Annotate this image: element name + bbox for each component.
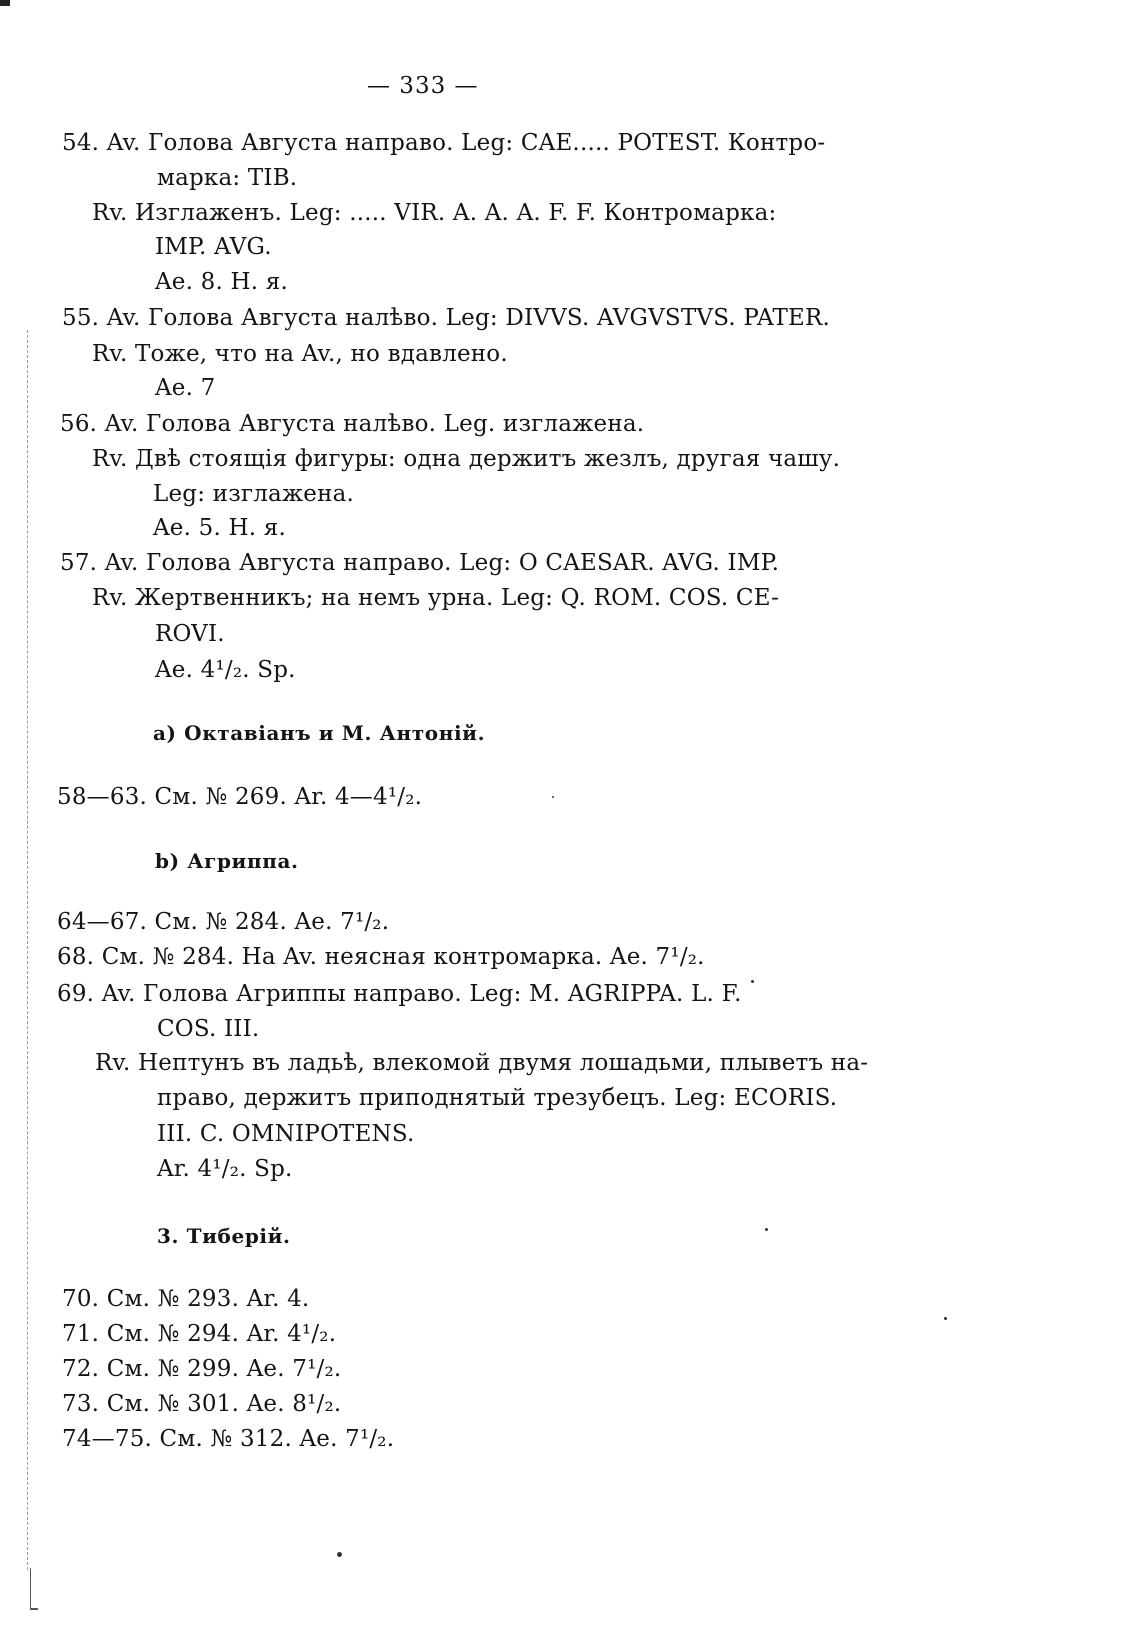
ink-speck bbox=[337, 1552, 342, 1557]
entry-57-obverse: 57. Av. Голова Августа направо. Leg: O CAESAR. AVG. IMP. bbox=[60, 550, 780, 576]
entry-69-reverse: Rv. Нептунъ въ ладьѣ, влекомой двумя лошадьми, плыветъ на- bbox=[95, 1050, 869, 1076]
entry-69-reverse-cont: право, держитъ приподнятый трезубецъ. Leg: ECORIS. bbox=[157, 1085, 838, 1111]
entry-69-metal: Ar. 4¹/₂. Sp. bbox=[157, 1156, 293, 1182]
page-number: — 333 — bbox=[367, 73, 479, 99]
entry-69-reverse-legend: III. C. OMNIPOTENS. bbox=[157, 1121, 415, 1147]
entry-64-67: 64—67. См. № 284. Ae. 7¹/₂. bbox=[57, 909, 390, 935]
entry-54-obverse: 54. Av. Голова Августа направо. Leg: CAE..... POTEST. Контро- bbox=[62, 130, 826, 156]
entry-56-reverse: Rv. Двѣ стоящія фигуры: одна держитъ жезлъ, другая чашу. bbox=[92, 446, 841, 472]
entry-69-obverse-cont: COS. III. bbox=[157, 1016, 260, 1042]
ink-speck bbox=[751, 980, 754, 983]
entry-54-obverse-cont: марка: TIB. bbox=[157, 165, 298, 191]
entry-68: 68. См. № 284. На Av. неясная контромарка. Ae. 7¹/₂. bbox=[57, 944, 705, 970]
entry-57-reverse-cont: ROVI. bbox=[155, 621, 225, 647]
entry-58-63: 58—63. См. № 269. Ar. 4—4¹/₂. bbox=[57, 784, 423, 810]
entry-74-75: 74—75. См. № 312. Ae. 7¹/₂. bbox=[62, 1426, 395, 1452]
scan-corner-mark bbox=[30, 1568, 31, 1610]
entry-69-obverse: 69. Av. Голова Агриппы направо. Leg: M. AGRIPPA. L. F. bbox=[57, 981, 742, 1007]
entry-54-reverse: Rv. Изглаженъ. Leg: ..... VIR. A. A. A. F. F. Контромарка: bbox=[92, 200, 777, 226]
ink-speck bbox=[552, 796, 554, 798]
entry-56-legend: Leg: изглажена. bbox=[153, 481, 355, 507]
entry-54-reverse-cont: IMP. AVG. bbox=[155, 234, 272, 260]
entry-57-reverse: Rv. Жертвенникъ; на немъ урна. Leg: Q. ROM. COS. CE- bbox=[92, 585, 780, 611]
entry-73: 73. См. № 301. Ae. 8¹/₂. bbox=[62, 1391, 342, 1417]
section-heading-octavian-antony: a) Октавіанъ и М. Антоній. bbox=[153, 721, 486, 745]
entry-56-metal: Ae. 5. H. я. bbox=[153, 515, 286, 541]
entry-70: 70. См. № 293. Ar. 4. bbox=[62, 1286, 310, 1312]
ink-speck bbox=[944, 1317, 947, 1320]
entry-55-obverse: 55. Av. Голова Августа налѣво. Leg: DIVVS. AVGVSTVS. PATER. bbox=[62, 305, 831, 331]
entry-55-reverse: Rv. Тоже, что на Av., но вдавлено. bbox=[92, 341, 508, 367]
entry-71: 71. См. № 294. Ar. 4¹/₂. bbox=[62, 1321, 337, 1347]
entry-56-obverse: 56. Av. Голова Августа налѣво. Leg. изглажена. bbox=[60, 411, 645, 437]
scan-edge-mark bbox=[0, 0, 10, 6]
section-heading-agrippa: b) Агриппа. bbox=[155, 849, 299, 873]
entry-54-metal: Ae. 8. H. я. bbox=[155, 269, 288, 295]
entry-72: 72. См. № 299. Ae. 7¹/₂. bbox=[62, 1356, 342, 1382]
ink-speck bbox=[765, 1228, 768, 1231]
entry-55-metal: Ae. 7 bbox=[155, 375, 216, 401]
entry-57-metal: Ae. 4¹/₂. Sp. bbox=[155, 657, 296, 683]
margin-rule bbox=[27, 330, 29, 1570]
section-heading-tiberius: 3. Тиберій. bbox=[157, 1224, 291, 1248]
